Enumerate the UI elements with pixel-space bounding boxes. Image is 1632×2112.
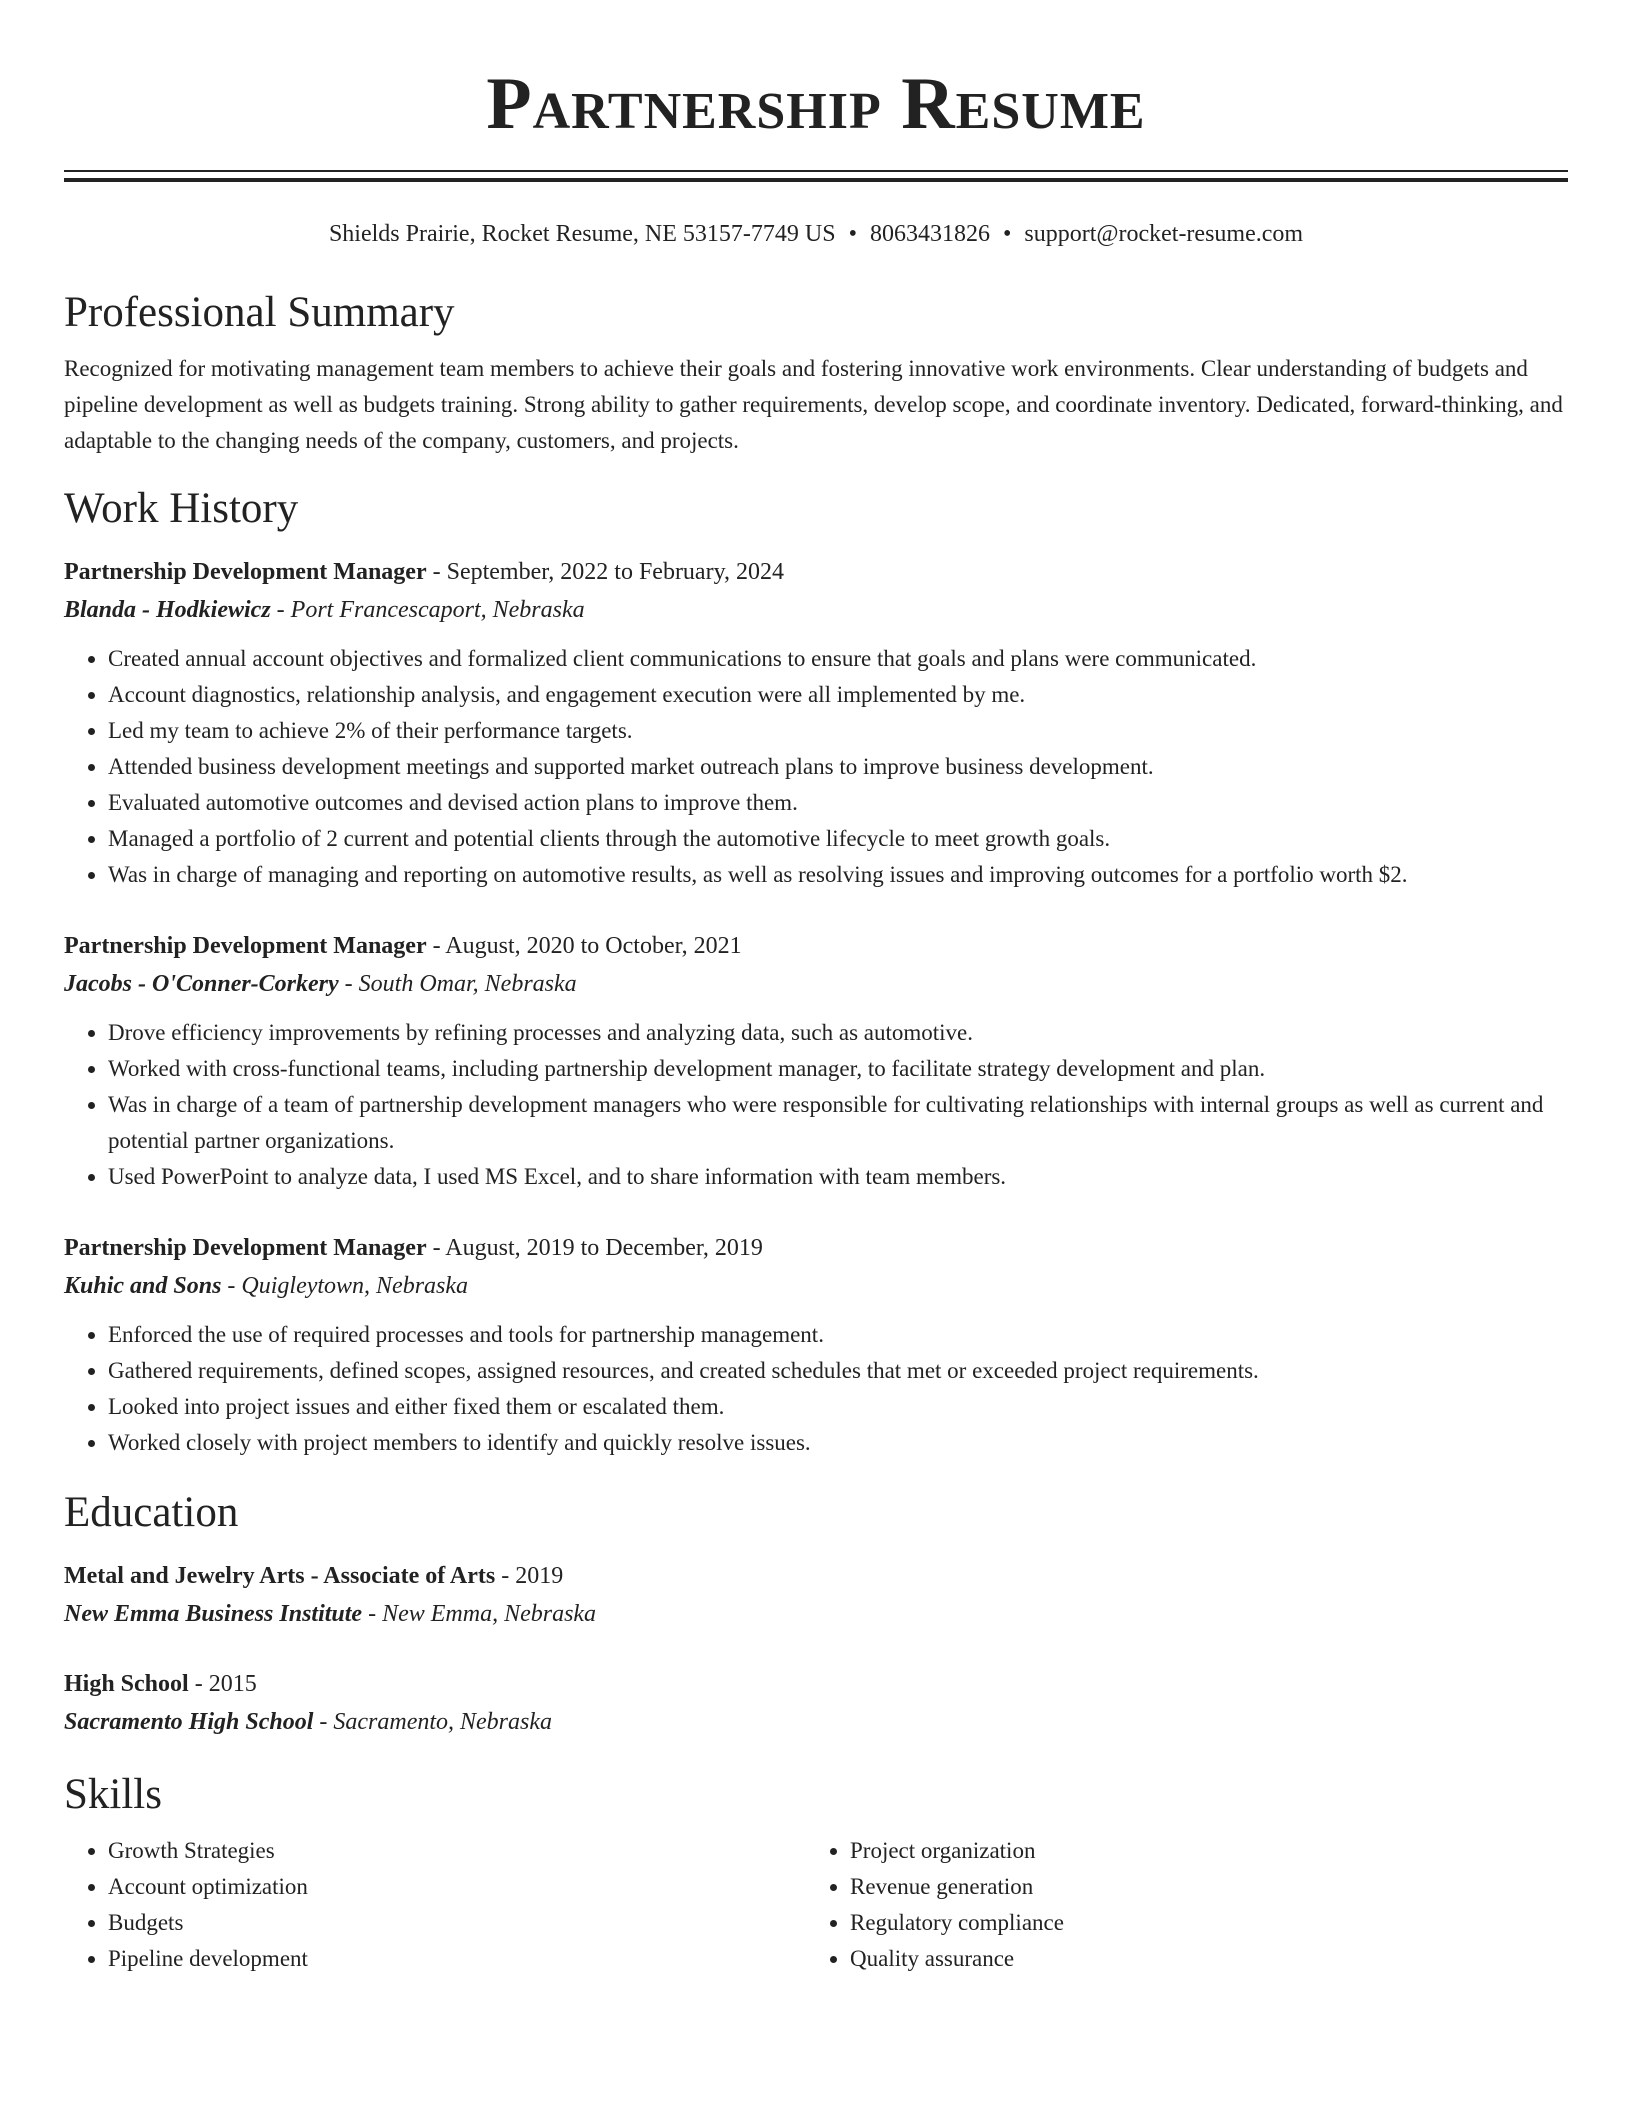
education-entry [64, 1557, 1568, 1633]
list-item: • Attended business development meetings and supported market outreach plans to improve business development. [108, 749, 1568, 785]
section-heading-education: Education [64, 1489, 239, 1536]
list-item: • Was in charge of a team of partnership development managers who were responsible for cultivating relationships with internal groups as well as current and potential partner organizations. [108, 1087, 1568, 1159]
skill-item: • Quality assurance [850, 1941, 1548, 1977]
education-school-line [64, 1595, 1568, 1633]
job-title-line [64, 927, 1568, 965]
skill-item: • Project organization [850, 1833, 1548, 1869]
job-entry [64, 553, 1568, 893]
list-item: • Looked into project issues and either fixed them or escalated them. [108, 1389, 1568, 1425]
section-heading-work-history: Work History [64, 485, 299, 532]
job-dates: - September, 2022 to February, 2024 [426, 559, 785, 585]
job-company-line [64, 965, 1568, 1003]
contact-address: Shields Prairie, Rocket Resume, NE 53157-7749 US [328, 221, 836, 247]
job-entry [64, 1229, 1568, 1461]
job-company: Blanda - Hodkiewicz [64, 597, 271, 623]
job-bullets [64, 1317, 1568, 1461]
job-company: Kuhic and Sons [64, 1273, 222, 1299]
job-title: Partnership Development Manager [64, 1235, 427, 1261]
education-degree-line [64, 1557, 1568, 1595]
section-heading-summary: Professional Summary [64, 289, 455, 336]
education-school-line [64, 1703, 1568, 1741]
contact-separator: • [1002, 221, 1012, 247]
skill-item: • Budgets [108, 1905, 806, 1941]
list-item: • Worked with cross-functional teams, including partnership development manager, to facilitate strategy development and plan. [108, 1051, 1568, 1087]
contact-email: support@rocket-resume.com [1024, 221, 1304, 247]
job-entry [64, 927, 1568, 1195]
job-dates: - August, 2020 to October, 2021 [426, 933, 742, 959]
job-bullets [64, 1015, 1568, 1195]
job-title: Partnership Development Manager [64, 559, 427, 585]
job-company-line [64, 591, 1568, 629]
list-item: • Evaluated automotive outcomes and devised action plans to improve them. [108, 785, 1568, 821]
education-school: New Emma Business Institute [64, 1601, 363, 1627]
list-item: • Drove efficiency improvements by refining processes and analyzing data, such as automotive. [108, 1015, 1568, 1051]
education-year: - 2015 [188, 1671, 257, 1697]
list-item: • Managed a portfolio of 2 current and potential clients through the automotive lifecycle to meet growth goals. [108, 821, 1568, 857]
education-location: - Sacramento, Nebraska [313, 1709, 553, 1735]
skill-item: • Revenue generation [850, 1869, 1548, 1905]
job-bullets [64, 641, 1568, 893]
list-item: • Created annual account objectives and formalized client communications to ensure that goals and plans were communicated. [108, 641, 1568, 677]
title-divider-thin [64, 170, 1568, 172]
contact-phone: 8063431826 [869, 221, 990, 247]
skills-column-right [806, 1833, 1548, 1977]
education-location: - New Emma, Nebraska [362, 1601, 597, 1627]
job-location: - Quigleytown, Nebraska [221, 1273, 469, 1299]
education-year: - 2019 [495, 1563, 564, 1589]
list-item: • Used PowerPoint to analyze data, I used MS Excel, and to share information with team members. [108, 1159, 1568, 1195]
skill-item: • Account optimization [108, 1869, 806, 1905]
list-item: • Was in charge of managing and reporting on automotive results, as well as resolving issues and improving outcomes for a portfolio worth $2. [108, 857, 1568, 893]
job-location: - South Omar, Nebraska [338, 971, 577, 997]
skill-item: • Regulatory compliance [850, 1905, 1548, 1941]
education-school: Sacramento High School [64, 1709, 314, 1735]
job-company-line [64, 1267, 1568, 1305]
skill-item: • Growth Strategies [108, 1833, 806, 1869]
job-title-line [64, 1229, 1568, 1267]
job-company: Jacobs - O'Conner-Corkery [64, 971, 339, 997]
summary-text: Recognized for motivating management team members to achieve their goals and fostering innovative work environments. Clear understanding of budgets and pipeline development as well as budgets training. Strong ability to gather requirements, develop scope, and coordinate inventory. Dedicated, forward-thinking, and adaptable to the changing needs of the company, customers, and projects. [64, 356, 1563, 453]
resume-page [64, 0, 1568, 1977]
title-divider-thick [64, 178, 1568, 182]
education-entry [64, 1665, 1568, 1741]
list-item: • Account diagnostics, relationship analysis, and engagement execution were all implemented by me. [108, 677, 1568, 713]
skill-item: • Pipeline development [108, 1941, 806, 1977]
job-dates: - August, 2019 to December, 2019 [426, 1235, 763, 1261]
skills-column-left [64, 1833, 806, 1977]
list-item: • Enforced the use of required processes and tools for partnership management. [108, 1317, 1568, 1353]
job-title: Partnership Development Manager [64, 933, 427, 959]
education-degree-line [64, 1665, 1568, 1703]
list-item: • Led my team to achieve 2% of their performance targets. [108, 713, 1568, 749]
list-item: • Worked closely with project members to identify and quickly resolve issues. [108, 1425, 1568, 1461]
job-location: - Port Francescaport, Nebraska [270, 597, 585, 623]
job-title-line [64, 553, 1568, 591]
list-item: • Gathered requirements, defined scopes, assigned resources, and created schedules that met or exceeded project requirements. [108, 1353, 1568, 1389]
education-degree: Metal and Jewelry Arts - Associate of Arts [64, 1563, 496, 1589]
resume-title: Partnership Resume [486, 63, 1146, 145]
contact-separator: • [848, 221, 857, 247]
education-degree: High School [64, 1671, 189, 1697]
contact-line [64, 218, 1568, 250]
skills-list [64, 1833, 1568, 1977]
section-heading-skills: Skills [64, 1771, 162, 1818]
